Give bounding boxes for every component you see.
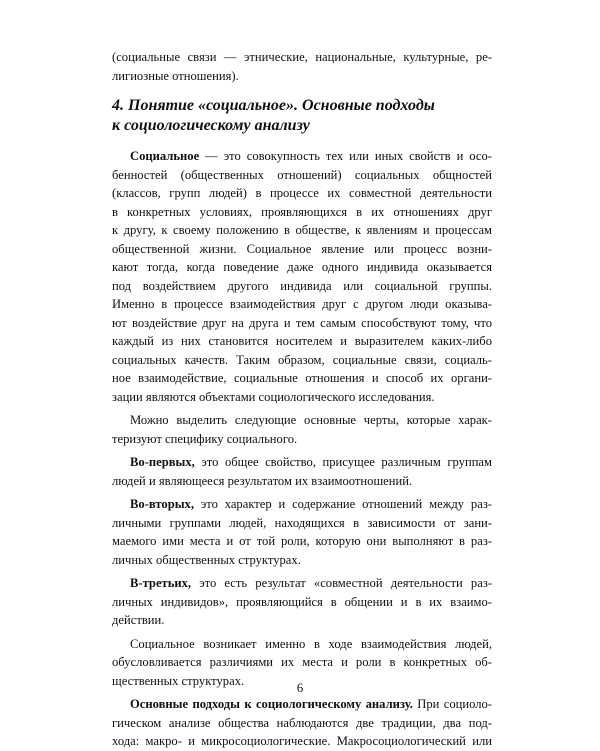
- p1-line: социальных качеств. Таким образом, социальные связи, социаль-: [112, 352, 492, 367]
- p2-line-2: теризуют специфику социального.: [112, 431, 298, 446]
- p1-line: под воздействием другого индивида или социальной группы.: [112, 278, 492, 293]
- p7-line: хода: макро- и микросоциологические. Макросоциологический или: [112, 734, 492, 748]
- p7-line-1: Основные подходы к социологическому анализу. При социоло-: [130, 697, 493, 711]
- heading-line-1: 4. Понятие «социальное». Основные подходы: [112, 97, 435, 114]
- p1-line: к другу, к своему положению в обществе, к явлениям и процессам: [112, 223, 492, 237]
- term-social: Социальное: [130, 149, 200, 163]
- lead-third: В-третьих,: [130, 576, 192, 590]
- p7-line: гическом анализе общества наблюдаются две традиции, два под-: [112, 715, 492, 730]
- page-number: 6: [296, 680, 304, 695]
- p6-line: обусловливается различиями их места и роли в конкретных об-: [112, 655, 492, 669]
- p5-line-1: В-третьих, это есть результат «совместной деятельности раз-: [130, 576, 492, 590]
- lead-second: Во-вторых,: [130, 497, 194, 511]
- p1-line-1: Социальное — это совокупность тех или иных свойств и осо-: [130, 149, 492, 163]
- p1-line: ют воздействие друг на друга и тем самым способствуют тому, что: [112, 315, 492, 330]
- body-text: [112, 147, 492, 751]
- p1-line: бенностей (общественных отношений) социальных общностей: [112, 167, 492, 182]
- p5-line: действии.: [112, 613, 165, 627]
- p4-line: личными группами людей, находящихся в зависимости от зани-: [112, 515, 492, 530]
- p4-line: маемого ими места и от той роли, которую они выполняют в раз-: [112, 534, 492, 548]
- p1-line: каждый из них становится носителем и выразителем каких-либо: [112, 334, 492, 348]
- p1-line: зации являются объектами социологического исследования.: [112, 389, 435, 404]
- intro-line-1: (социальные связи — этнические, национальные, культурные, ре-: [112, 50, 492, 64]
- p6-line-1: Социальное возникает именно в ходе взаимодействия людей,: [130, 636, 492, 651]
- intro-paragraph: [112, 48, 492, 85]
- p1-line: ное взаимодействие, социальные отношения и способ их органи-: [112, 371, 492, 385]
- p2-line-1: Можно выделить следующие основные черты, которые харак-: [130, 413, 492, 427]
- intro-line-2: лигиозные отношения).: [112, 68, 239, 83]
- lead-approaches: Основные подходы к социологическому анализу.: [130, 697, 413, 711]
- lead-first: Во-первых,: [130, 455, 195, 469]
- p1-line: кают тогда, когда поведение даже одного индивида оказывается: [112, 260, 492, 274]
- p3-line-1: Во-первых, это общее свойство, присущее различным группам: [130, 455, 492, 469]
- p4-line: личных общественных структурах.: [112, 552, 301, 567]
- p1-line: общественной жизни. Социальное явление или процесс возни-: [112, 241, 492, 256]
- heading-line-2: к социологическому анализу: [112, 117, 310, 134]
- p4-line-1: Во-вторых, это характер и содержание отношений между раз-: [130, 497, 492, 511]
- p1-line: в конкретных условиях, проявляющихся в их отношениях друг: [112, 204, 492, 219]
- p6-line: щественных структурах.: [112, 673, 245, 688]
- p1-line: Именно в процессе взаимодействия друг с другом люди оказыва-: [112, 297, 492, 311]
- p3-line-2: людей и являющееся результатом их взаимоотношений.: [112, 473, 413, 488]
- section-heading: [112, 96, 512, 136]
- p1-line: (классов, групп людей) в процессе их совместной деятельности: [112, 186, 492, 200]
- p5-line: личных индивидов», проявляющийся в общении и в их взаимо-: [112, 594, 492, 609]
